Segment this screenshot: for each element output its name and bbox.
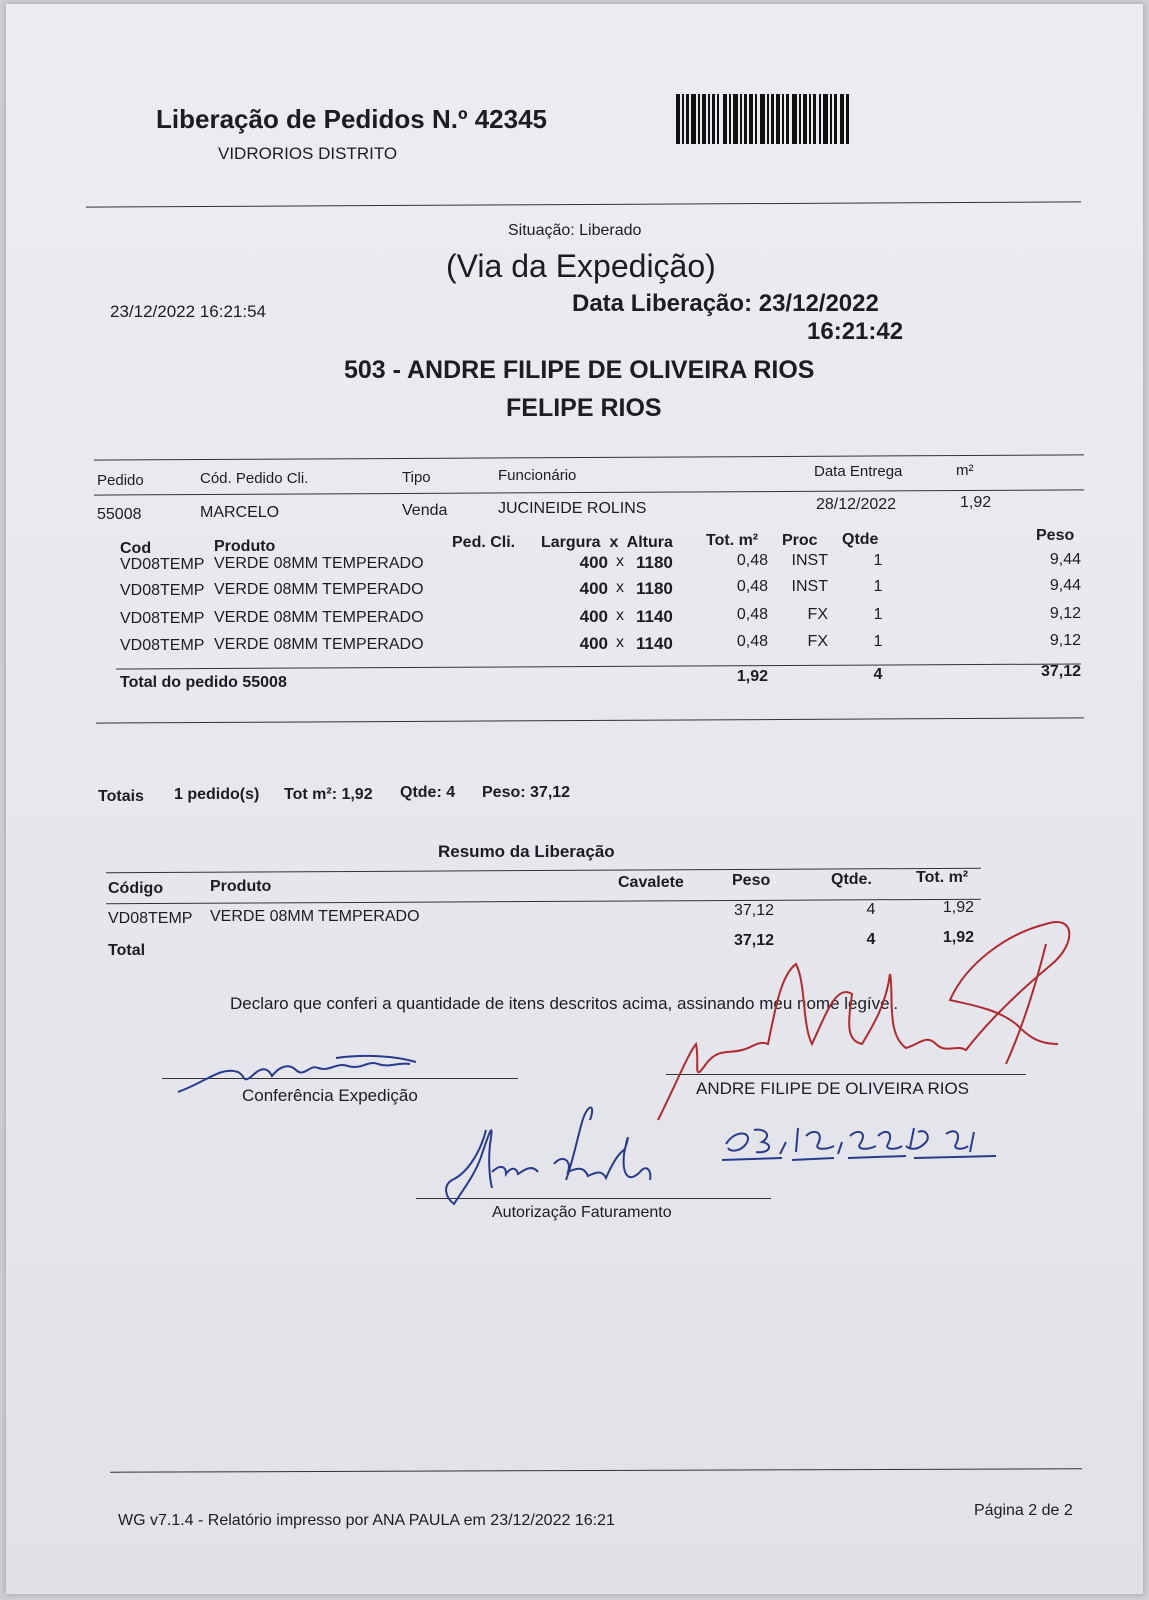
col-cod-pedido-cli: Cód. Pedido Cli.: [200, 470, 309, 487]
item-qtde: 1: [873, 552, 883, 569]
item-x: x: [616, 553, 624, 570]
totals-label: Totais: [98, 788, 144, 805]
item-altura: 1140: [636, 634, 673, 653]
items-total-peso: 37,12: [1040, 663, 1081, 680]
items-col-dimensions: Largura x Altura: [541, 534, 673, 551]
item-qtde: 1: [873, 633, 883, 650]
client-nickname: FELIPE RIOS: [506, 394, 662, 422]
summary-row-qtde: 4: [866, 901, 876, 918]
status-text: Situação: Liberado: [508, 222, 642, 239]
client-signature-label: ANDRE FILIPE DE OLIVEIRA RIOS: [696, 1079, 970, 1098]
summary-row-peso: 37,12: [733, 902, 774, 919]
item-cod: VD08TEMP: [120, 610, 205, 627]
summary-col-peso: Peso: [732, 872, 771, 889]
col-data-entrega: Data Entrega: [814, 463, 903, 480]
items-col-tot-m2: Tot. m²: [706, 532, 759, 549]
item-x: x: [616, 607, 624, 624]
summary-total-peso: 37,12: [733, 932, 774, 949]
order-client-code: MARCELO: [200, 504, 280, 521]
summary-row-produto: VERDE 08MM TEMPERADO: [210, 908, 420, 925]
footer-page-number: Página 2 de 2: [974, 1502, 1073, 1519]
client-signature-ink: [658, 922, 1069, 1120]
item-produto: VERDE 08MM TEMPERADO: [214, 581, 424, 598]
item-x: x: [616, 579, 624, 596]
handwritten-date-ink: [722, 1128, 996, 1160]
items-total-m2: 1,92: [736, 668, 768, 685]
item-proc: FX: [807, 606, 828, 623]
summary-total-qtde: 4: [866, 931, 876, 948]
item-tot-m2: 0,48: [736, 606, 768, 623]
summary-col-produto: Produto: [210, 878, 272, 895]
summary-col-codigo: Código: [108, 880, 164, 897]
items-col-proc: Proc: [782, 532, 818, 549]
col-m2: m²: [956, 462, 974, 479]
item-qtde: 1: [873, 578, 883, 595]
order-number: 55008: [97, 506, 142, 523]
authorization-signature-ink: [446, 1108, 650, 1205]
handwritten-signatures: [6, 4, 1143, 1594]
summary-row-tot-m2: 1,92: [942, 899, 974, 916]
item-tot-m2: 0,48: [736, 552, 768, 569]
item-proc: INST: [791, 578, 828, 595]
release-date: Data Liberação: 23/12/2022: [572, 290, 879, 317]
col-funcionario: Funcionário: [498, 467, 577, 484]
item-tot-m2: 0,48: [736, 633, 768, 650]
order-m2: 1,92: [960, 494, 992, 511]
item-produto: VERDE 08MM TEMPERADO: [214, 636, 424, 653]
items-col-peso: Peso: [1036, 527, 1075, 544]
item-altura: 1140: [636, 607, 673, 626]
item-produto: VERDE 08MM TEMPERADO: [214, 555, 424, 572]
item-produto: VERDE 08MM TEMPERADO: [214, 609, 424, 626]
items-total-label: Total do pedido 55008: [120, 674, 287, 691]
items-col-cod: Cod: [120, 540, 152, 557]
item-cod: VD08TEMP: [120, 582, 205, 599]
item-cod: VD08TEMP: [120, 556, 205, 573]
release-time: 16:21:42: [807, 318, 904, 345]
order-delivery-date: 28/12/2022: [816, 496, 897, 513]
item-largura: 400: [579, 634, 608, 653]
totals-pedidos: 1 pedido(s): [174, 786, 260, 803]
col-tipo: Tipo: [402, 469, 431, 486]
col-pedido: Pedido: [97, 472, 144, 489]
items-total-qtde: 4: [873, 666, 883, 683]
item-peso: 9,44: [1049, 577, 1081, 594]
summary-title: Resumo da Liberação: [438, 842, 615, 861]
totals-qtde: Qtde: 4: [400, 784, 456, 801]
summary-col-qtde: Qtde.: [831, 871, 872, 888]
item-tot-m2: 0,48: [736, 578, 768, 595]
item-altura: 1180: [636, 579, 673, 598]
item-altura: 1180: [636, 553, 673, 572]
summary-total-label: Total: [108, 942, 146, 959]
order-type: Venda: [402, 502, 448, 519]
summary-col-cavalete: Cavalete: [618, 874, 684, 891]
summary-total-tot-m2: 1,92: [942, 929, 974, 946]
item-x: x: [616, 634, 624, 651]
totals-m2: Tot m²: 1,92: [284, 786, 373, 803]
document-sheet: [6, 4, 1143, 1594]
item-proc: FX: [807, 633, 828, 650]
order-employee: JUCINEIDE ROLINS: [498, 500, 647, 517]
item-largura: 400: [579, 607, 608, 626]
printed-timestamp: 23/12/2022 16:21:54: [110, 302, 266, 321]
footer-print-info: WG v7.1.4 - Relatório impresso por ANA PAULA em 23/12/2022 16:21: [118, 1512, 615, 1529]
document-title: Liberação de Pedidos N.º 42345: [156, 104, 547, 134]
conference-label: Conferência Expedição: [242, 1086, 418, 1105]
items-col-qtde: Qtde: [842, 531, 879, 548]
declaration-text: Declaro que conferi a quantidade de itens descritos acima, assinando meu nome legível.: [230, 994, 899, 1013]
totals-peso: Peso: 37,12: [482, 784, 571, 801]
item-proc: INST: [791, 552, 828, 569]
summary-col-tot-m2: Tot. m²: [916, 869, 969, 886]
conference-signature-ink: [178, 1056, 416, 1092]
item-peso: 9,44: [1049, 551, 1081, 568]
items-col-produto: Produto: [214, 538, 276, 555]
copy-type: (Via da Expedição): [446, 248, 716, 284]
item-largura: 400: [579, 553, 608, 572]
item-qtde: 1: [873, 606, 883, 623]
item-peso: 9,12: [1049, 632, 1081, 649]
client-name: 503 - ANDRE FILIPE DE OLIVEIRA RIOS: [344, 356, 815, 384]
items-col-ped-cli: Ped. Cli.: [452, 534, 516, 551]
item-largura: 400: [579, 579, 608, 598]
summary-row-codigo: VD08TEMP: [108, 910, 193, 927]
company-name: VIDRORIOS DISTRITO: [218, 144, 398, 163]
authorization-label: Autorização Faturamento: [492, 1204, 672, 1221]
item-cod: VD08TEMP: [120, 637, 205, 654]
item-peso: 9,12: [1049, 605, 1081, 622]
